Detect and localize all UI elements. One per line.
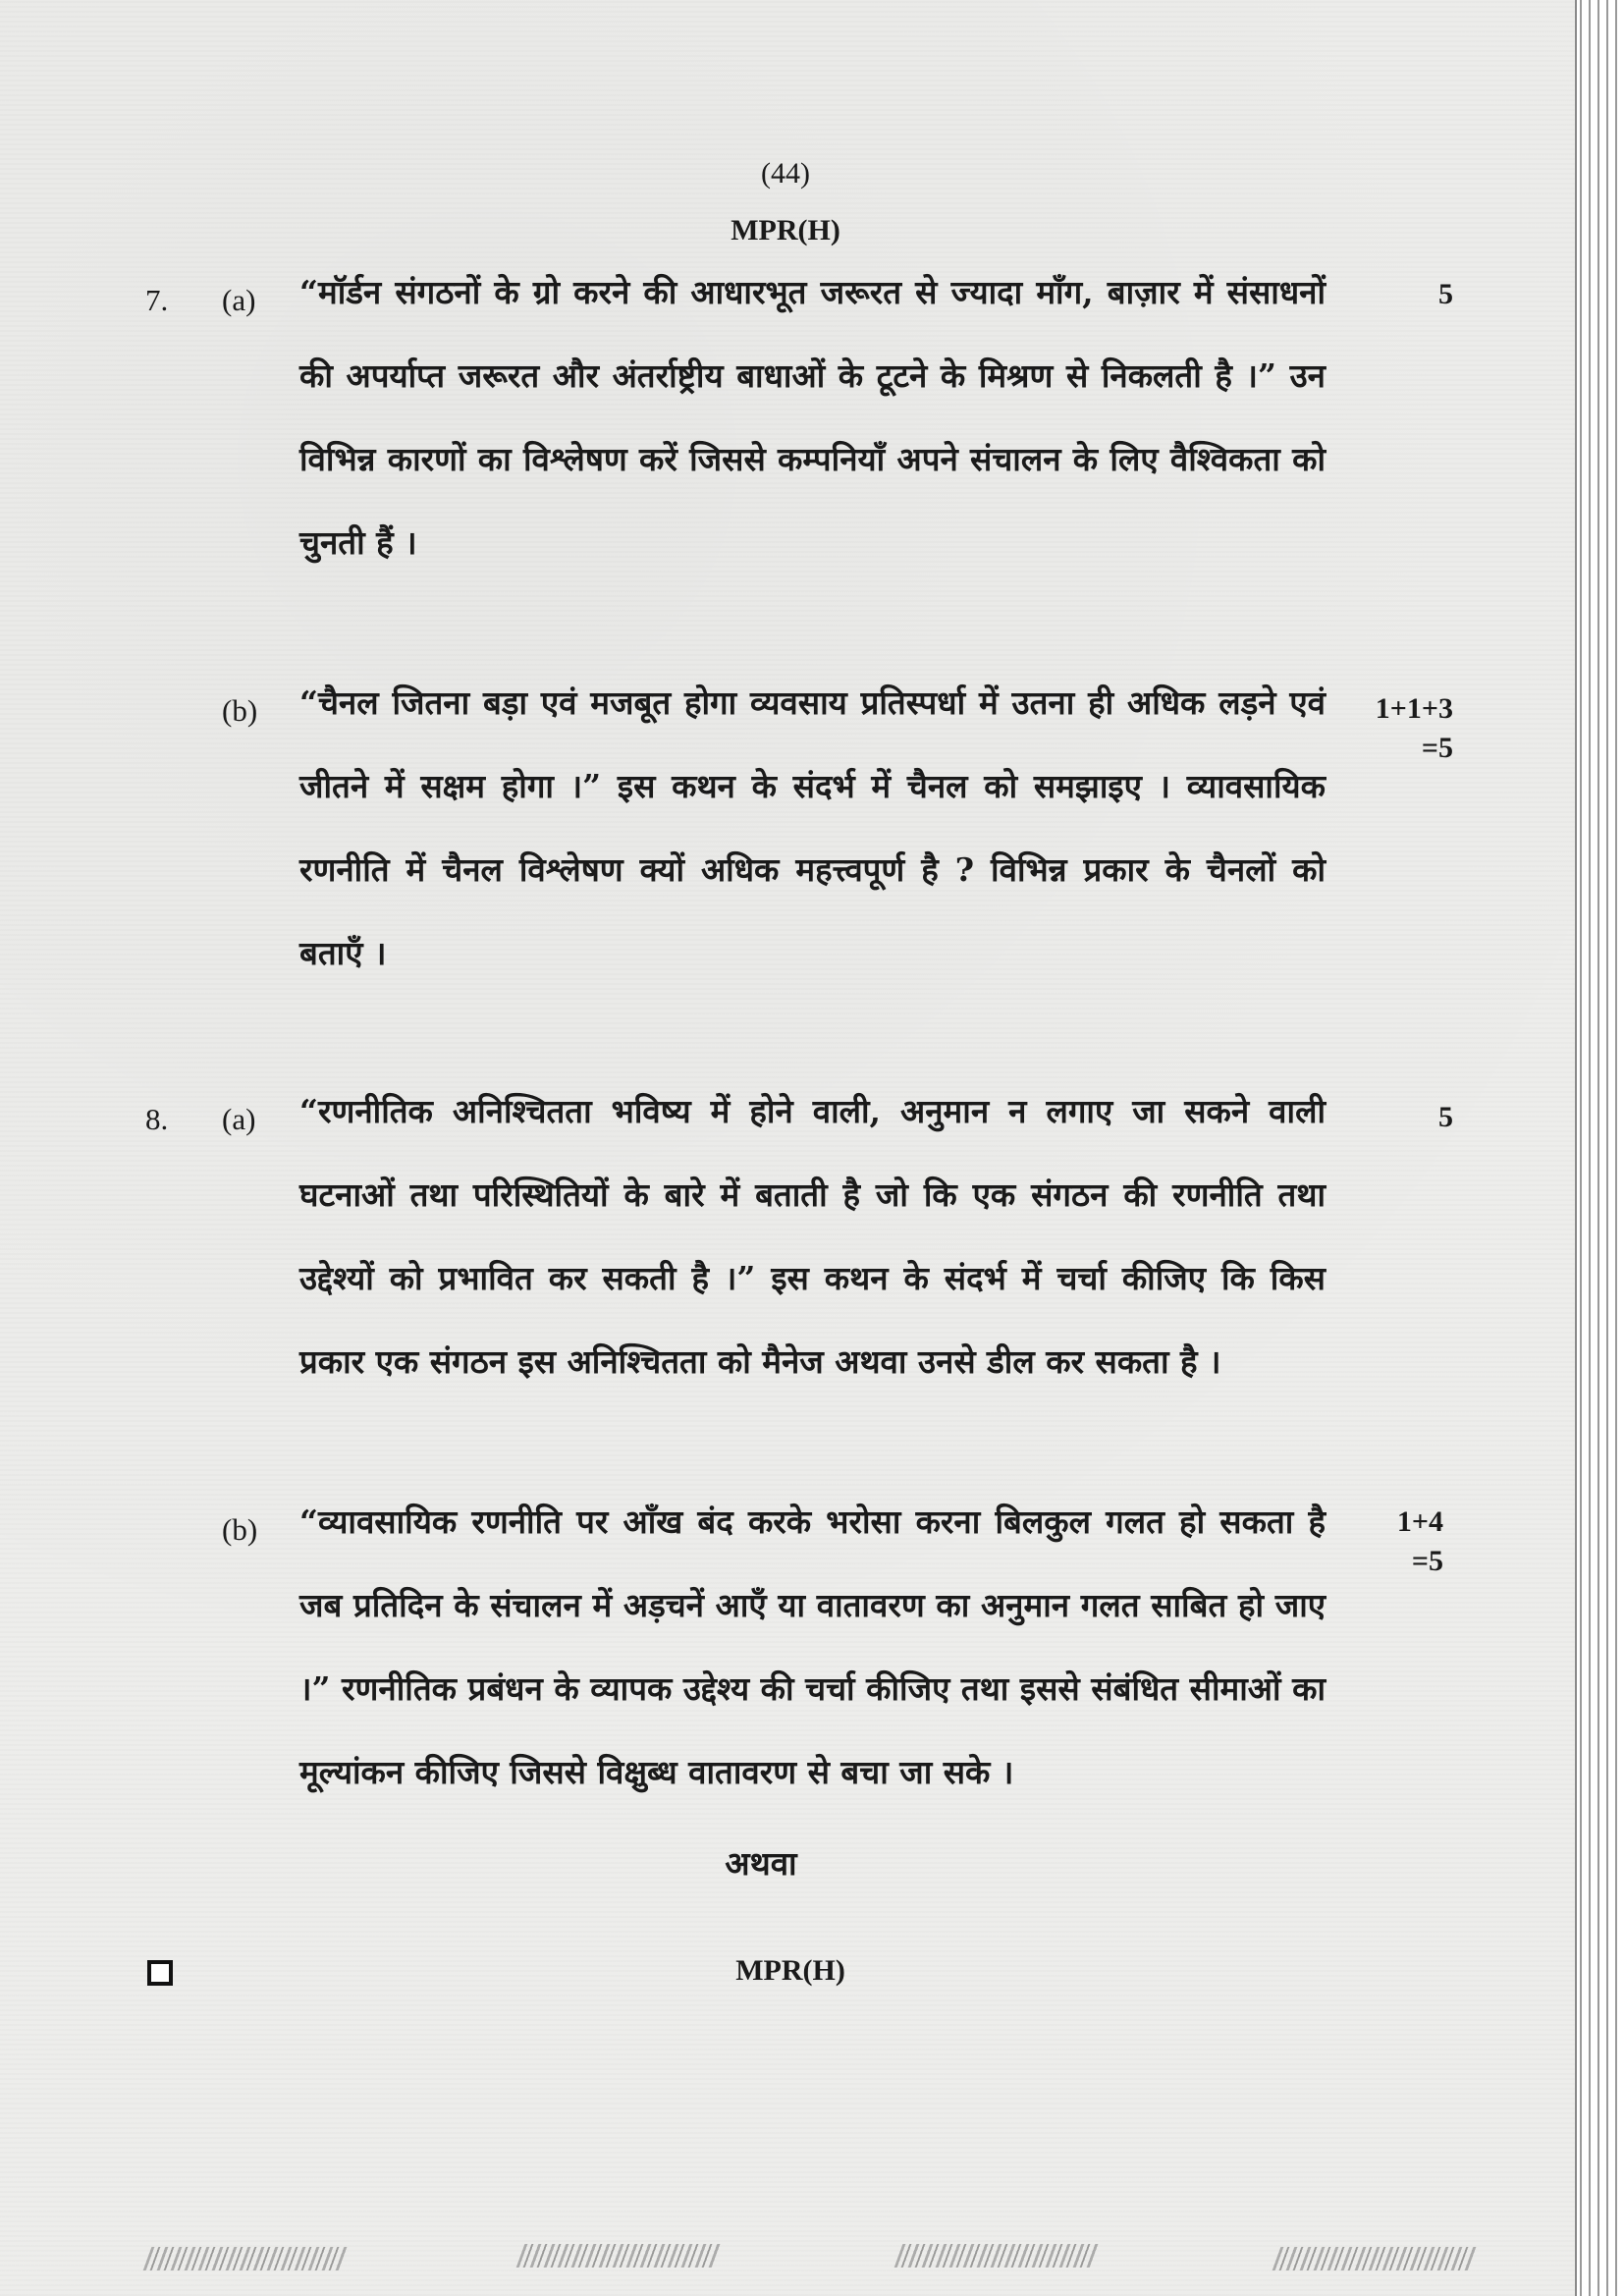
paper-code-footer: MPR(H) bbox=[735, 1954, 845, 1987]
marks bbox=[1316, 275, 1453, 314]
scan-smudge bbox=[516, 2244, 722, 2268]
sub-question-label: (a) bbox=[222, 283, 256, 317]
marks-line: 1+4 bbox=[1396, 1505, 1443, 1538]
question-text bbox=[299, 1069, 1326, 1403]
marks-line: 5 bbox=[1438, 278, 1453, 310]
question-number: 7. bbox=[145, 283, 169, 317]
question-text-body: “रणनीतिक अनिश्चितता भविष्य में होने वाली, अनुमान न लगाए जा सकने वाली घटनाओं तथा परिस्थितियों के बारे में बताती है जो कि एक संगठन की रणनीति तथा उद्देश्यों को प्रभावित कर सकती है ।” इस कथन के संदर्भ में चर्चा कीजिए कि किस प्रकार एक संगठन इस अनिश्चितता को मैनेज अथवा उनसे डील कर सकता है । bbox=[299, 1092, 1326, 1381]
question-number: 8. bbox=[145, 1102, 169, 1136]
question-text bbox=[299, 661, 1326, 995]
sub-question-label: (b) bbox=[222, 693, 258, 728]
marks-line: 1+1+3 bbox=[1375, 692, 1453, 725]
or-separator: अथवा bbox=[725, 1844, 797, 1883]
scan-smudge bbox=[143, 2247, 349, 2270]
marks bbox=[1306, 1503, 1443, 1581]
paper-code-header: MPR(H) bbox=[731, 214, 840, 246]
question-text bbox=[299, 250, 1326, 584]
scan-smudge bbox=[1272, 2247, 1478, 2270]
question-text bbox=[299, 1480, 1326, 1814]
scan-smudge bbox=[894, 2244, 1100, 2268]
question-text-body: “व्यावसायिक रणनीति पर आँख बंद करके भरोसा करना बिलकुल गलत हो सकता है जब प्रतिदिन के संचालन में अड़चनें आएँ या वातावरण का अनुमान गलत साबित हो जाए ।” रणनीतिक प्रबंधन के व्यापक उद्देश्य की चर्चा कीजिए तथा इससे संबंधित सीमाओं का मूल्यांकन कीजिए जिससे विक्षुब्ध वातावरण से बचा जा सके । bbox=[299, 1503, 1326, 1791]
marks bbox=[1316, 689, 1453, 768]
sub-question-label: (a) bbox=[222, 1102, 256, 1136]
scan-edge bbox=[1575, 0, 1624, 2296]
marks bbox=[1316, 1098, 1453, 1137]
question-text-body: “चैनल जितना बड़ा एवं मजबूत होगा व्यवसाय प्रतिस्पर्धा में उतना ही अधिक लड़ने एवं जीतने में सक्षम होगा ।” इस कथन के संदर्भ में चैनल को समझाइए । व्यावसायिक रणनीति में चैनल विश्लेषण क्यों अधिक महत्त्वपूर्ण है ? विभिन्न प्रकार के चैनलों को बताएँ । bbox=[299, 683, 1326, 972]
page-number: (44) bbox=[761, 157, 810, 190]
marks-line: 5 bbox=[1438, 1101, 1453, 1133]
marks-line: =5 bbox=[1421, 732, 1453, 764]
marks-line: =5 bbox=[1411, 1545, 1443, 1577]
sub-question-label: (b) bbox=[222, 1512, 258, 1547]
question-text-body: “मॉर्डन संगठनों के ग्रो करने की आधारभूत जरूरत से ज्यादा माँग, बाज़ार में संसाधनों की अपर्याप्त जरूरत और अंतर्राष्ट्रीय बाधाओं के टूटने के मिश्रण से निकलती है ।” उन विभिन्न कारणों का विश्लेषण करें जिससे कम्पनियाँ अपने संचालन के लिए वैश्विकता को चुनती हैं । bbox=[299, 273, 1326, 562]
